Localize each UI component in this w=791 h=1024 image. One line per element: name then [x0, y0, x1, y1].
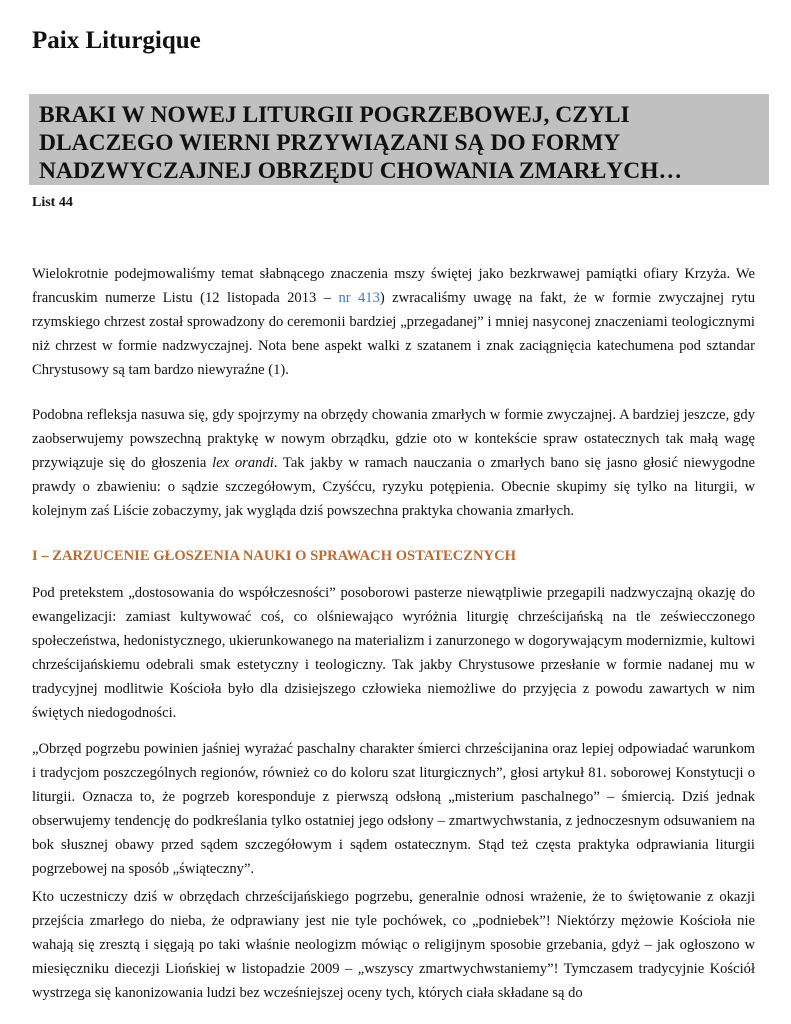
- paragraph-2: [32, 403, 755, 523]
- section-heading-1: I – ZARZUCENIE GŁOSZENIA NAUKI O SPRAWACH OSTATECZNYCH: [32, 548, 516, 564]
- paragraph-1-text-a: Wielokrotnie podejmowaliśmy temat słabnącego znaczenia mszy świętej jako bezkrwawej pamiątki ofiary Krzyża. We francuskim numerze Listu (12 listopada 2013 –: [32, 266, 755, 306]
- letter-number: List 44: [32, 195, 73, 210]
- lex-orandi-term: lex orandi: [212, 455, 274, 471]
- article-title-box: [29, 94, 769, 185]
- site-title: Paix Liturgique: [32, 27, 201, 54]
- paragraph-1: [32, 262, 755, 382]
- paragraph-2-text-a: Podobna refleksja nasuwa się, gdy spojrzymy na obrzędy chowania zmarłych w formie zwyczajnej. A bardziej jeszcze, gdy zaobserwujemy powszechną praktykę w nowym obrządku, gdzie oto w kontekście spraw ostatecznych tak małą wagę przywiązuje się do głoszenia: [32, 407, 755, 471]
- paragraph-3: Pod pretekstem „dostosowania do współczesności” posoborowi pasterze niewątpliwie przegapili nadzwyczajną okazję do ewangelizacji: zamiast kultywować coś, co olśniewająco wyróżnia liturgię chrześcijańską na tle zeświecczonego społeczeństwa, hedonistycznego, ukierunkowanego na materializm i zanurzonego w dogorywającym modernizmie, kultowi chrześcijańskiemu odebrali smak estetyczny i teologiczny. Tak jakby Chrystusowe przesłanie w formie nadanej mu w tradycyjnej modlitwie Kościoła było dla dzisiejszego człowieka niemożliwe do przyjęcia z powodu zawartych w nim świętych niedogodności.: [32, 585, 755, 721]
- paragraph-5: Kto uczestniczy dziś w obrzędach chrześcijańskiego pogrzebu, generalnie odnosi wrażenie, że to świętowanie z okazji przejścia zmarłego do nieba, że odprawiany jest nie tyle pochówek, co „podniebek”! Niektórzy mężowie Kościoła nie wahają się zresztą i sięgają po taki właśnie neologizm mówiąc o religijnym sposobie grzebania, gdyż – jak ogłoszono w miesięczniku diecezji Liońskiej w listopadzie 2009 – „wszyscy zmartwychwstaniemy”! Tymczasem tradycyjnie Kościół wystrzega się kanonizowania ludzi bez wcześniejszej oceny tych, których ciała składane są do: [32, 889, 755, 1001]
- issue-413-link[interactable]: nr 413: [338, 290, 380, 306]
- paragraph-2-text-b: . Tak jakby w ramach nauczania o zmarłych bano się jasno głosić niewygodne prawdy o zbawieniu: o sądzie szczegółowym, Czyśćcu, ryzyku potępienia. Obecnie skupimy się tylko na liturgii, w kolejnym zaś Liście zobaczymy, jak wygląda dziś powszechna praktyka chowania zmarłych.: [32, 455, 755, 519]
- paragraph-1-text-b: ) zwracaliśmy uwagę na fakt, że w formie zwyczajnej rytu rzymskiego chrzest został sprowadzony do ceremonii bardziej „przegadanej” i mniej nasyconej znaczeniami teologicznymi niż chrzest w formie nadzwyczajnej. Nota bene aspekt walki z szatanem i znak zaciągnięcia katechumena pod sztandar Chrystusowy są tam bardzo niewyraźne (1).: [32, 290, 755, 378]
- paragraph-4: „Obrzęd pogrzebu powinien jaśniej wyrażać paschalny charakter śmierci chrześcijanina oraz lepiej odpowiadać warunkom i tradycjom poszczególnych regionów, również co do koloru szat liturgicznych”, głosi artykuł 81. soborowej Konstytucji o liturgii. Oznacza to, że pogrzeb koresponduje z pierwszą odsłoną „misterium paschalnego” – śmiercią. Dziś jednak obserwujemy tendencję do podkreślania tylko ostatniej jego odsłony – zmartwychwstania, z jednoczesnym odsuwaniem na bok słusznej obawy przed sądem szczegółowym i sądem ostatecznym. Stąd też częsta praktyka odprawiania liturgii pogrzebowej na sposób „świąteczny”.: [32, 741, 755, 877]
- article-title: BRAKI W NOWEJ LITURGII POGRZEBOWEJ, CZYLI DLACZEGO WIERNI PRZYWIĄZANI SĄ DO FORMY NADZWYCZAJNEJ OBRZĘDU CHOWANIA ZMARŁYCH…: [39, 102, 683, 184]
